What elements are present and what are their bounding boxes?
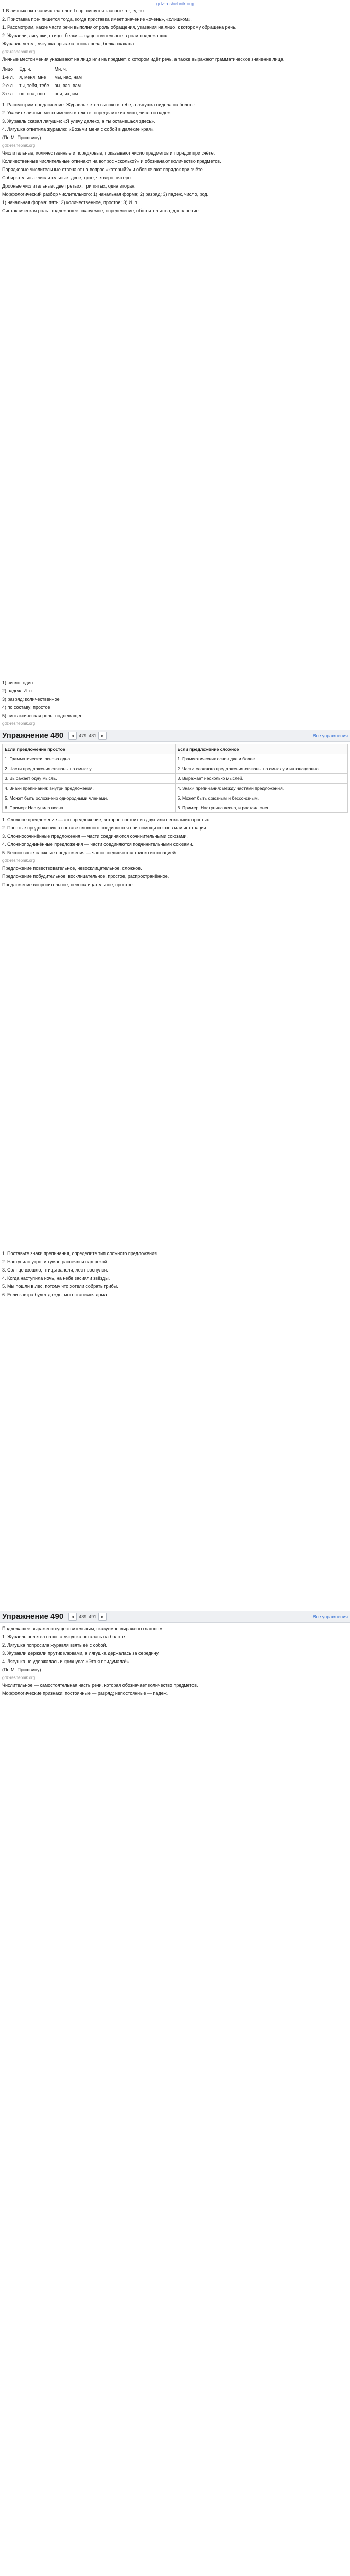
text-block-spacer: [2, 1299, 348, 1608]
list-item: 5) синтаксическая роль: подлежащее: [2, 713, 83, 718]
paragraph: 2. Журавли, лягушки, птицы, белки — существительные в роли подлежащих.: [2, 33, 168, 38]
table-cell: 2. Части сложного предложения связаны по смыслу и интонационно.: [175, 764, 348, 774]
watermark: gdz-reshebnik.org: [2, 721, 36, 726]
table-header-cell: Если предложение сложное: [175, 744, 348, 754]
table-header-row: [3, 744, 348, 754]
exercise-nav-bar: [0, 1611, 350, 1623]
exercise-pager: [68, 732, 107, 740]
paragraph: Морфологический разбор числительного: 1) начальная форма; 2) разряд; 3) падеж, число, род.: [2, 192, 209, 197]
paragraph: Предложение побудительное, восклицательное, простое, распространённое.: [2, 874, 169, 879]
list-item: 2) падеж: И. п.: [2, 688, 33, 693]
paragraph: 1. Рассмотрим предложение: Журавль летел высоко в небе, а лягушка сидела на болоте.: [2, 102, 196, 107]
table-cell: 6. Пример: Наступила весна.: [3, 803, 176, 813]
list-item: 4) по составу: простое: [2, 705, 50, 710]
comparison-table: [2, 744, 348, 813]
paragraph: 3. Солнце взошло, птицы запели, лес проснулся.: [2, 1267, 108, 1273]
table-cell: ты, тебя, тебе: [19, 83, 49, 88]
paragraph: Морфологические признаки: постоянные — разряд; непостоянные — падеж.: [2, 1691, 168, 1696]
table-row: [2, 73, 87, 81]
paragraph: 2. Укажите личные местоимения в тексте, определите их лицо, число и падеж.: [2, 110, 172, 115]
text-block-spacer: [2, 889, 348, 1250]
watermark: gdz-reshebnik.org: [2, 1675, 36, 1680]
exercise-nav-bar: [0, 730, 350, 742]
table-row: [3, 774, 348, 784]
table-row: [3, 764, 348, 774]
prev-arrow-icon[interactable]: ◄: [68, 732, 77, 740]
table-cell: 3. Выражает одну мысль.: [3, 774, 176, 784]
table-cell: 5. Может быть осложнено однородными членами.: [3, 793, 176, 803]
exercise-title: Упражнение 480: [2, 731, 64, 740]
paragraph: Собирательные числительные: двое, трое, четверо, пятеро.: [2, 175, 132, 180]
watermark: gdz-reshebnik.org: [2, 49, 36, 54]
prev-exercise-link[interactable]: 489: [79, 1614, 87, 1619]
paragraph: 6. Если завтра будет дождь, мы останемся дома.: [2, 1292, 109, 1297]
table-cell: 1-е л.: [2, 75, 14, 80]
paragraph: Предложение вопросительное, невосклицательное, простое.: [2, 882, 134, 887]
table-cell: 3. Выражает несколько мыслей.: [175, 774, 348, 784]
source-note: (По М. Пришвину): [2, 1667, 41, 1672]
paragraph: 2. Приставка пре- пишется тогда, когда приставка имеет значение «очень», «слишком».: [2, 16, 192, 22]
paragraph: Предложение повествовательное, невосклицательное, сложное.: [2, 866, 142, 871]
table-cell: 1. Грамматических основ две и более.: [175, 754, 348, 764]
final-section: [0, 1625, 350, 1697]
paragraph: Числительное — самостоятельная часть речи, которая обозначает количество предметов.: [2, 1683, 198, 1688]
table-cell: 2. Части предложения связаны по смыслу.: [3, 764, 176, 774]
table-row: [3, 793, 348, 803]
paragraph: 2. Лягушка попросила журавля взять её с собой.: [2, 1642, 108, 1648]
watermark: gdz-reshebnik.org: [2, 143, 36, 148]
next-arrow-icon[interactable]: ►: [98, 732, 107, 740]
table-header-cell: Если предложение простое: [3, 744, 176, 754]
paragraph: Количественные числительные отвечают на вопрос «сколько?» и обозначают количество предметов.: [2, 159, 221, 164]
paragraph: Подлежащее выражено существительным, сказуемое выражено глаголом.: [2, 1626, 164, 1631]
paragraph: Синтаксическая роль: подлежащее, сказуемое, определение, обстоятельство, дополнение.: [2, 208, 200, 213]
paragraph: 4. Когда наступила ночь, на небе засияли звёзды.: [2, 1276, 110, 1281]
all-exercises-link[interactable]: Все упражнения: [312, 733, 348, 738]
grammar-note: Личные местоимения указывают на лицо или на предмет, о котором идёт речь, а также выражают грамматическое значение лица.: [2, 57, 285, 62]
paragraph: 4. Лягушка ответила журавлю: «Возьми меня с собой в далёкие края».: [2, 127, 155, 132]
exercise-title: Упражнение 490: [2, 1612, 64, 1621]
paragraph: 4. Лягушка не удержалась и крикнула: «Это я придумала!»: [2, 1659, 129, 1664]
text-block-spacer: [2, 215, 348, 679]
table-header-cell: Мн. ч.: [54, 66, 67, 72]
compare-section: [0, 744, 350, 1608]
all-exercises-link[interactable]: Все упражнения: [312, 1614, 348, 1619]
table-header-cell: Лицо: [2, 66, 13, 72]
table-header-row: [2, 65, 87, 73]
prev-exercise-link[interactable]: 479: [79, 733, 87, 738]
paragraph: 4. Сложноподчинённые предложения — части соединяются подчинительными союзами.: [2, 842, 194, 847]
next-exercise-link[interactable]: 481: [89, 733, 97, 738]
table-cell: они, их, им: [54, 91, 78, 96]
prev-arrow-icon[interactable]: ◄: [68, 1613, 77, 1621]
table-cell: 1. Грамматическая основа одна.: [3, 754, 176, 764]
table-cell: он, она, оно: [19, 91, 45, 96]
paragraph: 3. Сложносочинённые предложения — части соединяются сочинительными союзами.: [2, 834, 188, 839]
next-exercise-link[interactable]: 491: [89, 1614, 97, 1619]
list-item: 1) число: один: [2, 680, 33, 685]
intro-section: [0, 7, 350, 727]
table-row: [2, 90, 87, 98]
watermark: gdz-reshebnik.org: [2, 858, 36, 863]
table-cell: 4. Знаки препинания: внутри предложения.: [3, 784, 176, 793]
paragraph: 3. Журавли держали прутик клювами, а лягушка держалась за середину.: [2, 1651, 160, 1656]
paragraph: 1. Поставьте знаки препинания, определите тип сложного предложения.: [2, 1251, 159, 1256]
table-row: [3, 754, 348, 764]
paragraph: Дробные числительные: две третьих, три пятых, одна вторая.: [2, 183, 136, 189]
paragraph: 1. Сложное предложение — это предложение, которое состоит из двух или нескольких простых.: [2, 817, 211, 822]
paragraph: 2. Простые предложения в составе сложного соединяются при помощи союзов или интонации.: [2, 825, 208, 831]
table-row: [3, 784, 348, 793]
paragraph: 1.В личных окончаниях глаголов I спр. пишутся гласные -е-, -у, -ю.: [2, 8, 145, 13]
table-cell: 3-е л.: [2, 91, 14, 96]
paragraph: 2. Наступило утро, и туман рассеялся над рекой.: [2, 1259, 109, 1264]
table-row: [3, 803, 348, 813]
paragraph: Порядковые числительные отвечают на вопрос «который?» и обозначают порядок при счёте.: [2, 167, 204, 172]
source-note: (По М. Пришвину): [2, 135, 41, 140]
paragraph: 1) начальная форма: пять; 2) количественное, простое; 3) И. п.: [2, 200, 138, 205]
list-item: 3) разряд: количественное: [2, 697, 60, 702]
table-header-cell: Ед. ч.: [19, 66, 31, 72]
table-cell: мы, нас, нам: [54, 75, 82, 80]
site-header[interactable]: gdz-reshebnik.org: [156, 1, 194, 6]
table-cell: 2-е л.: [2, 83, 14, 88]
paragraph: 1. Журавль полетел на юг, а лягушка осталась на болоте.: [2, 1634, 127, 1639]
table-cell: 6. Пример: Наступила весна, и растаял снег.: [175, 803, 348, 813]
paragraph: Числительные, количественные и порядковые, показывают число предметов и порядок при счёте.: [2, 150, 215, 156]
table-cell: 5. Может быть союзным и бессоюзным.: [175, 793, 348, 803]
table-cell: я, меня, мне: [19, 75, 46, 80]
paragraph: 3. Журавль сказал лягушке: «Я улечу далеко, а ты останешься здесь».: [2, 118, 155, 124]
exercise-pager: [68, 1613, 107, 1621]
paragraph: 5. Бессоюзные сложные предложения — части соединяются только интонацией.: [2, 850, 177, 855]
paragraph: Журавль летел, лягушка прыгала, птица пела, белка скакала.: [2, 41, 135, 46]
table-row: [2, 81, 87, 90]
paragraph: 1. Рассмотрим, какие части речи выполняют роль обращения, указания на лицо, к которому обращена речь.: [2, 25, 237, 30]
table-cell: вы, вас, вам: [54, 83, 81, 88]
paragraph: 5. Мы пошли в лес, потому что хотели собрать грибы.: [2, 1284, 118, 1289]
pronoun-table: [2, 65, 87, 98]
table-cell: 4. Знаки препинания: между частями предложения.: [175, 784, 348, 793]
next-arrow-icon[interactable]: ►: [98, 1613, 107, 1621]
